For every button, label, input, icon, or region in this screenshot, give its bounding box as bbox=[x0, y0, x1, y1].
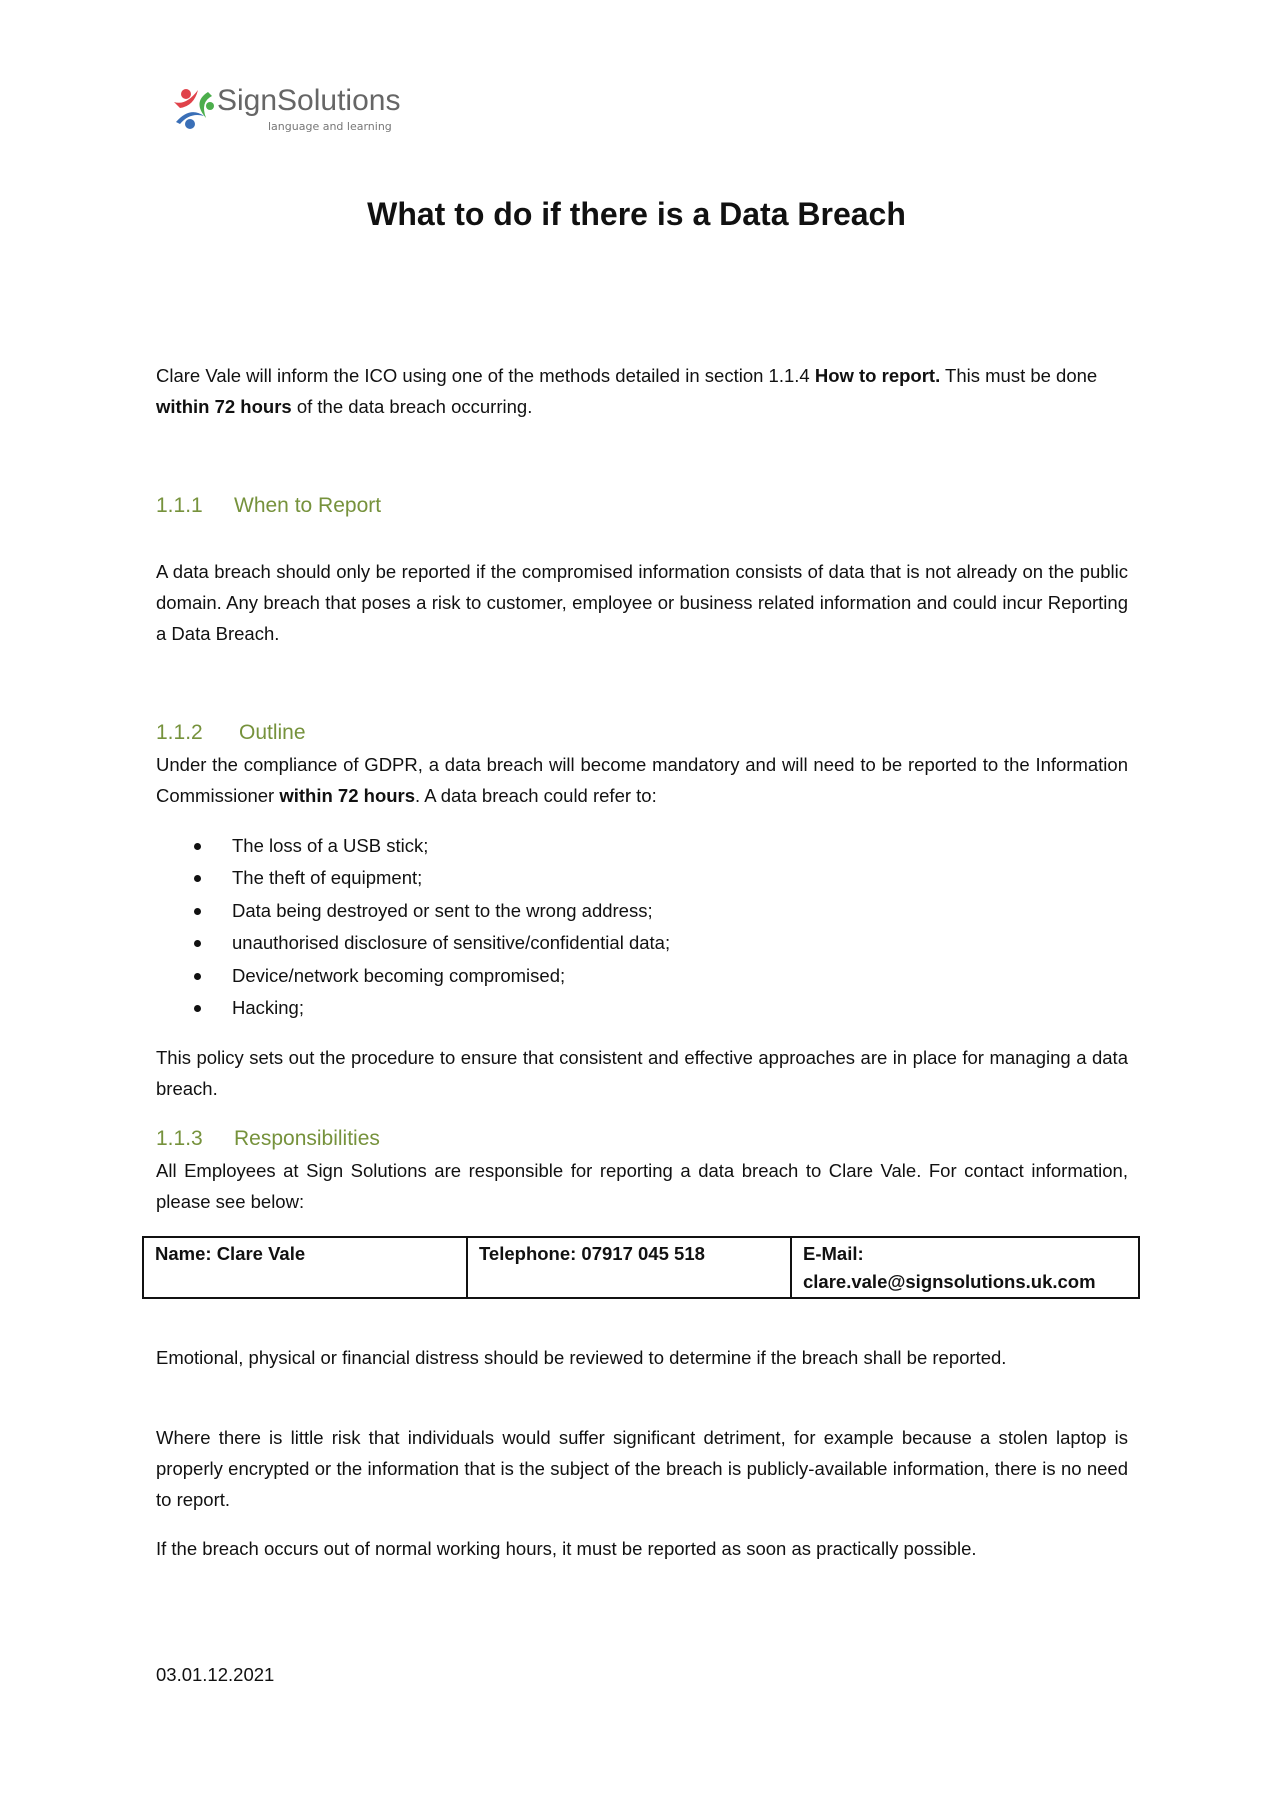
when-to-report-text: A data breach should only be reported if the compromised information consists of data that is not already on the public domain. Any breach that poses a risk to customer, employee or business related information and could incur Reporting a Data Breach. bbox=[156, 561, 1128, 644]
heading-outline: 1.1.2 Outline bbox=[156, 721, 306, 744]
closing-paragraph: If the breach occurs out of normal working hours, it must be reported as soon as practically possible. bbox=[156, 1538, 977, 1559]
svg-text:SignSolutions: SignSolutions bbox=[217, 84, 401, 117]
contact-telephone: Telephone: 07917 045 518 bbox=[467, 1237, 791, 1298]
sign-solutions-logo bbox=[172, 80, 422, 140]
page-title: What to do if there is a Data Breach bbox=[367, 196, 906, 232]
list-item: Hacking; bbox=[156, 992, 1128, 1024]
contact-email[interactable]: clare.vale@signsolutions.uk.com bbox=[803, 1271, 1096, 1292]
heading-responsibilities: 1.1.3 Responsibilities bbox=[156, 1127, 380, 1150]
responsibilities-text: All Employees at Sign Solutions are responsible for reporting a data breach to Clare Vale. For contact information, please see below: bbox=[156, 1160, 1128, 1212]
list-item: Data being destroyed or sent to the wrong address; bbox=[156, 895, 1128, 927]
outline-text: Under the compliance of GDPR, a data breach will become mandatory and will need to be reported to the Information Commissioner within 72 hours. A data breach could refer to: bbox=[156, 754, 1128, 806]
heading-when-to-report: 1.1.1 When to Report bbox=[156, 494, 382, 517]
closing-paragraph: Emotional, physical or financial distress should be reviewed to determine if the breach shall be reported. bbox=[156, 1347, 1007, 1368]
contact-table bbox=[142, 1236, 1140, 1299]
breach-list bbox=[156, 830, 1128, 1024]
svg-text:language and learning: language and learning bbox=[268, 120, 392, 133]
email-label: E-Mail: bbox=[803, 1243, 864, 1264]
list-item: Device/network becoming compromised; bbox=[156, 960, 1128, 992]
list-item: unauthorised disclosure of sensitive/confidential data; bbox=[156, 927, 1128, 959]
closing-paragraph: Where there is little risk that individuals would suffer significant detriment, for example because a stolen laptop is properly encrypted or the information that is the subject of the breach is publicly-available information, there is no need to report. bbox=[156, 1427, 1128, 1510]
contact-name: Name: Clare Vale bbox=[143, 1237, 467, 1298]
list-item: The theft of equipment; bbox=[156, 862, 1128, 894]
contact-email-cell bbox=[791, 1237, 1139, 1298]
list-item: The loss of a USB stick; bbox=[156, 830, 1128, 862]
footer-date: 03.01.12.2021 bbox=[156, 1664, 275, 1685]
policy-text: This policy sets out the procedure to ensure that consistent and effective approaches are in place for managing a data breach. bbox=[156, 1047, 1128, 1099]
intro-paragraph: Clare Vale will inform the ICO using one of the methods detailed in section 1.1.4 How to report. This must be done within 72 hours of the data breach occurring. bbox=[156, 365, 1098, 417]
